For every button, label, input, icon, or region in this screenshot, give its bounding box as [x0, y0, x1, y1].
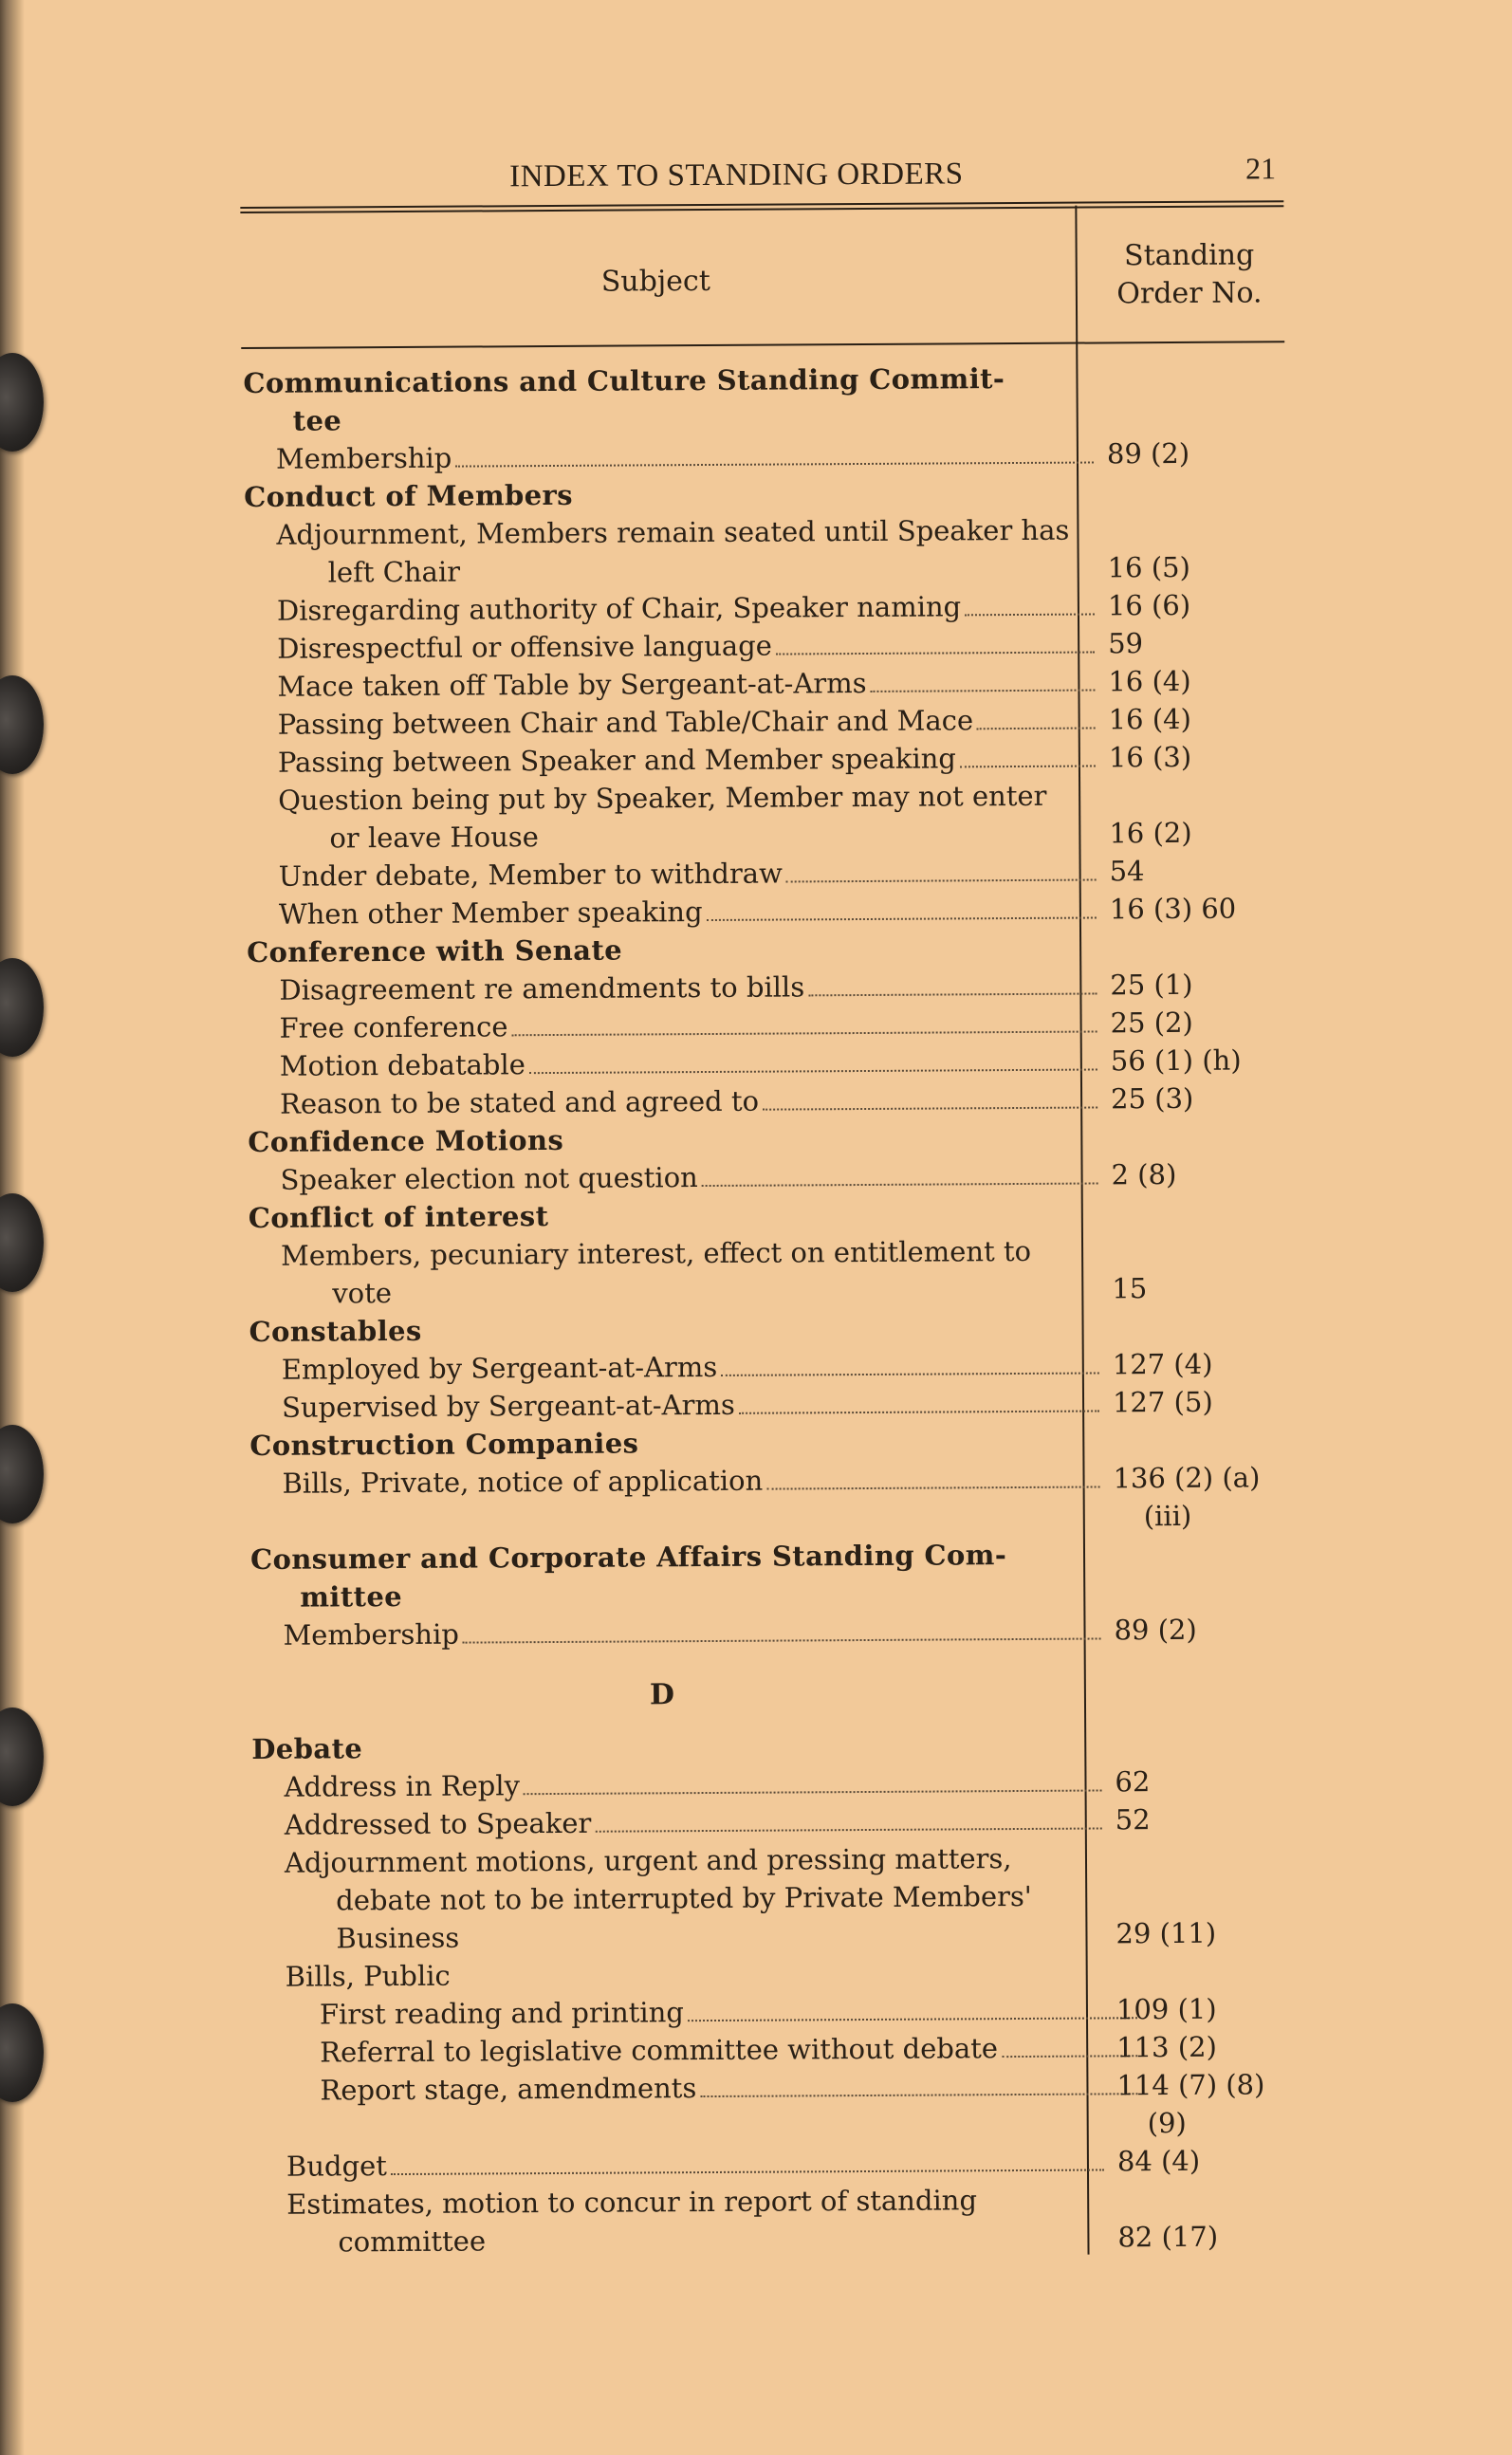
index-entry: [243, 623, 1286, 668]
entry-line-mid: debate not to be interrupted by Private Members': [336, 1879, 1032, 1917]
order-number: 54: [1109, 855, 1145, 888]
entry-label: [248, 1383, 1105, 1427]
header-double-rule: [240, 200, 1283, 213]
index-entry: [246, 1041, 1289, 1085]
order-number: [1116, 2065, 1264, 2142]
entry-text: Passing between Chair and Table/Chair and Mace: [277, 704, 974, 741]
dot-leader: [960, 765, 1096, 767]
binder-hole: [0, 1707, 44, 1806]
entry-label: [244, 700, 1101, 744]
index-entry: [248, 1458, 1291, 1533]
entry-label: [252, 2180, 1110, 2261]
index-entry: [251, 1951, 1295, 1996]
binder-hole: [0, 958, 44, 1057]
entry-text: First reading and printing: [319, 1996, 685, 2031]
order-number: 84 (4): [1116, 2144, 1201, 2178]
entry-label: [248, 1459, 1105, 1503]
index-entry: [243, 585, 1286, 630]
heading-line: Conference with Senate: [247, 933, 623, 969]
entry-label: [242, 434, 1099, 478]
order-number: 16 (2): [1109, 816, 1192, 850]
index-entry: [250, 1800, 1294, 1844]
dot-leader: [529, 1068, 1097, 1074]
index-entry: [245, 889, 1288, 933]
entry-label: [244, 776, 1101, 858]
index-entry: [245, 965, 1288, 1009]
entry-label: [245, 890, 1102, 933]
binder-hole: [0, 675, 44, 774]
index-entry: [245, 851, 1288, 895]
entry-line: Members, pecuniary interest, effect on entitlement to: [280, 1234, 1032, 1272]
entry-text: When other Member speaking: [278, 895, 703, 931]
binder-hole: [0, 2003, 44, 2102]
order-number: 109 (1): [1116, 1992, 1217, 2026]
entry-label: [243, 624, 1100, 668]
order-number-line-2: (9): [1147, 2106, 1187, 2140]
heading-text: [245, 927, 1288, 971]
entry-text: Passing between Speaker and Member speaking: [277, 742, 957, 779]
heading-text: [247, 1306, 1290, 1351]
index-entry: [245, 1003, 1288, 1047]
order-header-line1: Standing: [1123, 238, 1255, 273]
entry-label: [243, 586, 1100, 630]
entry-text: Membership: [275, 441, 452, 475]
order-column-header: [1095, 236, 1284, 313]
dot-leader: [512, 1030, 1097, 1036]
dot-leader: [763, 1106, 1097, 1110]
index-heading: [248, 1420, 1291, 1465]
dot-leader: [688, 2017, 1137, 2021]
entry-label: [243, 662, 1100, 706]
subject-column-header: Subject: [600, 264, 710, 299]
dot-leader: [463, 1637, 1101, 1643]
entry-text: Membership: [283, 1617, 459, 1652]
index-entry: [246, 1079, 1289, 1123]
entry-line: Question being put by Speaker, Member may not enter: [278, 779, 1047, 817]
index-entry: [243, 661, 1286, 706]
entry-text: Speaker election not question: [280, 1161, 698, 1196]
entry-tail-text: or leave House: [329, 821, 540, 855]
heading-text: [246, 1117, 1289, 1161]
order-number: 25 (3): [1110, 1081, 1194, 1116]
order-number: 16 (3) 60: [1109, 892, 1237, 926]
heading-line: Conflict of interest: [248, 1200, 549, 1234]
entry-label: [249, 1763, 1107, 1806]
index-entry: [248, 1382, 1291, 1427]
order-number: 16 (6): [1107, 588, 1191, 622]
order-number: 52: [1115, 1803, 1151, 1837]
order-number: 127 (4): [1112, 1347, 1213, 1381]
dot-leader: [871, 690, 1096, 692]
entry-line-last: [286, 2218, 1110, 2261]
index-entry: [252, 2141, 1296, 2186]
entry-text: Employed by Sergeant-at-Arms: [281, 1350, 718, 1386]
heading-text: [241, 360, 1068, 440]
entry-label: [251, 2028, 1143, 2072]
heading-line-2: tee: [292, 404, 342, 437]
order-number: 113 (2): [1116, 2030, 1217, 2064]
index-entry: [251, 2027, 1295, 2072]
entry-label: [244, 738, 1101, 782]
dot-leader: [808, 992, 1097, 996]
heading-line: Consumer and Corporate Affairs Standing Com-: [249, 1539, 1007, 1576]
entry-tail-text: vote: [332, 1277, 393, 1310]
index-entry: [250, 1837, 1295, 1958]
entry-text: Mace taken off Table by Sergeant-at-Arms: [277, 666, 867, 703]
binder-hole: [0, 1193, 44, 1292]
binder-hole: [0, 1425, 44, 1523]
order-number: 16 (4): [1108, 702, 1191, 736]
index-heading: [246, 1117, 1289, 1161]
entry-line-last: [277, 548, 1100, 591]
entry-label: [251, 2066, 1143, 2110]
index-entry: [251, 2065, 1295, 2140]
dot-leader: [786, 878, 1097, 882]
index-entry: [248, 1344, 1291, 1389]
order-number: 16 (4): [1108, 664, 1191, 698]
entry-line: Estimates, motion to concur in report of standing: [286, 2184, 978, 2221]
order-number: 127 (5): [1112, 1385, 1213, 1419]
binder-hole: [0, 353, 44, 452]
heading-line: Confidence Motions: [248, 1123, 564, 1158]
order-number: 25 (1): [1110, 968, 1193, 1002]
heading-text: [247, 1192, 1290, 1237]
index-entry: [249, 1762, 1293, 1806]
dot-leader: [702, 1182, 1098, 1187]
index-heading: [242, 471, 1285, 516]
section-letter: D: [649, 1678, 675, 1712]
entry-text: Free conference: [279, 1010, 508, 1044]
entry-line-last: [278, 814, 1101, 857]
order-number: 16 (3): [1108, 740, 1192, 774]
dot-leader: [739, 1410, 1099, 1413]
index-entry: [247, 1230, 1290, 1313]
dot-leader: [776, 652, 1095, 655]
index-entry: [249, 1610, 1292, 1654]
dot-leader: [700, 2093, 1137, 2097]
order-number-line: 136 (2) (a): [1113, 1461, 1261, 1495]
entry-text: Addressed to Speaker: [284, 1806, 592, 1841]
index-entry: [252, 2179, 1296, 2261]
entry-text: Referral to legislative committee without debate: [320, 2032, 999, 2069]
entry-label: [247, 1231, 1104, 1313]
entry-text: Motion debatable: [279, 1048, 526, 1082]
order-number: 25 (2): [1110, 1006, 1193, 1040]
heading-text: [249, 1536, 1076, 1616]
entry-line-last: [285, 1914, 1108, 1957]
index-heading: [247, 1192, 1290, 1237]
order-number: 15: [1112, 1272, 1148, 1305]
entry-text: Report stage, amendments: [320, 2072, 697, 2107]
order-number: 16 (5): [1107, 550, 1190, 584]
entry-label: [246, 1080, 1103, 1123]
order-number: [1113, 1458, 1260, 1535]
dot-leader: [721, 1372, 1099, 1375]
index-heading: [247, 1306, 1290, 1351]
heading-text: [249, 1724, 1293, 1768]
entry-tail-text: left Chair: [327, 555, 461, 589]
entry-text: Disregarding authority of Chair, Speaker naming: [276, 590, 962, 627]
heading-text: [248, 1420, 1291, 1465]
entry-label: [246, 1042, 1103, 1085]
entry-text: Disrespectful or offensive language: [277, 629, 772, 665]
order-number: 59: [1108, 627, 1144, 660]
entry-label: [245, 1004, 1102, 1047]
dot-leader: [977, 728, 1096, 730]
page-number: 21: [1245, 151, 1277, 186]
entry-label: Bills, Public: [285, 1959, 451, 1993]
order-number: 62: [1115, 1765, 1151, 1799]
index-heading: [241, 358, 1284, 440]
heading-text: [242, 471, 1285, 516]
dot-leader: [766, 1486, 1099, 1489]
heading-line: Constables: [249, 1314, 422, 1348]
index-heading: [245, 927, 1288, 971]
order-number-line-2: (iii): [1143, 1499, 1192, 1533]
index-entry: [246, 1154, 1289, 1199]
index-entry: [242, 509, 1285, 592]
index-entry: [244, 775, 1287, 858]
dot-leader: [595, 1827, 1101, 1832]
entry-text: Reason to be stated and agreed to: [280, 1084, 760, 1120]
entry-label: [250, 1800, 1108, 1844]
heading-line: Conduct of Members: [244, 478, 574, 513]
entry-line: Adjournment motions, urgent and pressing matters,: [284, 1842, 1012, 1879]
entry-line: Adjournment, Members remain seated until Speaker has: [276, 513, 1070, 551]
entry-text: Supervised by Sergeant-at-Arms: [281, 1388, 735, 1424]
dot-leader: [707, 916, 1097, 921]
entry-label: [249, 1611, 1106, 1654]
heading-line: Debate: [251, 1732, 363, 1765]
dot-leader: [455, 462, 1094, 468]
entry-label: [252, 2142, 1110, 2186]
entry-text: Budget: [286, 2150, 387, 2183]
order-number: 29 (11): [1116, 1916, 1217, 1950]
order-number: 89 (2): [1106, 436, 1190, 471]
entry-text: Address in Reply: [284, 1769, 521, 1803]
dot-leader: [524, 1789, 1102, 1795]
entry-label: [246, 1155, 1103, 1199]
heading-line-2: mittee: [300, 1579, 403, 1614]
entry-label: [251, 1990, 1143, 2034]
entry-label: [245, 966, 1102, 1009]
entry-text: Under debate, Member to withdraw: [278, 857, 783, 893]
order-number: 82 (17): [1117, 2220, 1219, 2254]
dot-leader: [391, 2169, 1104, 2175]
order-number: 56 (1) (h): [1110, 1043, 1242, 1078]
entry-tail-text: committee: [338, 2224, 487, 2259]
entry-text: Disagreement re amendments to bills: [279, 970, 805, 1006]
entry-line-last: [281, 1269, 1104, 1312]
order-number: 2 (8): [1111, 1157, 1177, 1191]
entry-text: Bills, Private, notice of application: [282, 1464, 764, 1500]
index-heading: [249, 1534, 1292, 1616]
page-title: INDEX TO STANDING ORDERS: [509, 157, 964, 194]
index-entry: [242, 434, 1285, 478]
header-bottom-rule: [241, 341, 1284, 349]
entry-label: [248, 1345, 1105, 1389]
order-header-line2: Order No.: [1116, 276, 1263, 311]
index-entry: [244, 737, 1287, 782]
entry-label: [242, 510, 1099, 592]
index-entry: [251, 1989, 1295, 2034]
index-entry: [244, 699, 1287, 744]
entry-label: [245, 852, 1102, 895]
index-entries: [241, 358, 1296, 2261]
heading-line: Communications and Culture Standing Commit-: [243, 362, 1005, 399]
index-heading: [249, 1724, 1293, 1768]
order-number-line: 114 (7) (8): [1116, 2068, 1265, 2102]
order-number: 89 (2): [1114, 1613, 1197, 1647]
entry-label: [250, 1838, 1109, 1958]
entry-tail-text: Business: [336, 1921, 460, 1955]
dot-leader: [965, 614, 1095, 617]
heading-line: Construction Companies: [249, 1427, 639, 1462]
index-page: [239, 0, 1298, 2455]
